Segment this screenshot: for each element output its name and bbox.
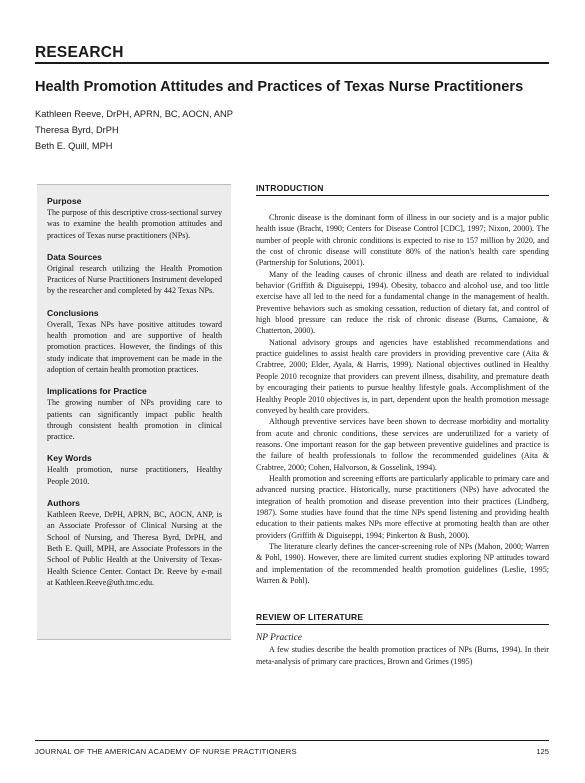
author-line: Kathleen Reeve, DrPH, APRN, BC, AOCN, ANP bbox=[35, 109, 233, 119]
article-title: Health Promotion Attitudes and Practices of Texas Nurse Practitioners bbox=[35, 79, 524, 95]
abstract-section-conclusions bbox=[47, 307, 222, 375]
subsection-heading: NP Practice bbox=[256, 633, 302, 644]
footer-divider bbox=[35, 740, 549, 741]
body-paragraph: The literature clearly defines the cancer-screening role of NPs (Mahon, 2000; Warren & Pohl, 1990). However, there are limited current studies exploring NP attitudes toward and implementation of the recommended health promotion guidelines (Leslie, 1995; Warren & Pohl). bbox=[256, 541, 549, 585]
abstract-section-implications bbox=[47, 385, 222, 442]
section-label: RESEARCH bbox=[35, 44, 124, 61]
abstract-section-key-words bbox=[47, 452, 222, 487]
page-number: 125 bbox=[536, 747, 549, 756]
abstract-heading: Data Sources bbox=[47, 251, 102, 262]
body-paragraph: A few studies describe the health promotion practices of NPs (Burns, 1994). In their meta-analysis of primary care practices, Brown and Grimes (1995) bbox=[256, 645, 549, 666]
abstract-sidebar bbox=[37, 184, 231, 640]
abstract-text: Original research utilizing the Health Promotion Practices of Nurse Practitioners Instrument developed by the researcher and completed by 442 Texas NPs. bbox=[47, 263, 222, 296]
abstract-section-authors bbox=[47, 497, 222, 588]
abstract-text: The purpose of this descriptive cross-sectional survey was to examine the health promotion attitudes and practices of Texas nurse practitioners (NPs). bbox=[47, 208, 222, 240]
abstract-section-data-sources bbox=[47, 251, 222, 297]
body-paragraph: Health promotion and screening efforts are particularly applicable to primary care and advanced nursing practice. Historically, nurse practitioners (NPs) have advocated the integration of health promotion and disease prevention into their practices (Lindberg, 1987). Some studies have found that the time NPs spend listening and providing health education to their patients makes NPs more effective at promoting health than are other providers (Griffith & Diguiseppi, 1994; Pinkerton & Bush, 2000). bbox=[256, 473, 549, 540]
abstract-heading: Implications for Practice bbox=[47, 386, 147, 397]
abstract-heading: Purpose bbox=[47, 196, 82, 206]
literature-review-heading: REVIEW OF LITERATURE bbox=[256, 612, 549, 625]
abstract-heading: Conclusions bbox=[47, 307, 99, 318]
body-paragraph: Although preventive services have been shown to decrease morbidity and mortality from acute and chronic conditions, these services are underutilized for a variety of reasons. One important reason for the gap between preventive guidelines and practice is the failure of health professionals to follow the recommended guidelines (Aita & Crabtree, 2000; Cohen, Halvorson, & Gosselink, 1994). bbox=[256, 417, 549, 472]
journal-name: JOURNAL OF THE AMERICAN ACADEMY OF NURSE PRACTITIONERS bbox=[35, 747, 297, 756]
abstract-heading: Authors bbox=[47, 498, 80, 509]
author-line: Theresa Byrd, DrPH bbox=[35, 125, 119, 135]
abstract-text: Overall, Texas NPs have positive attitudes toward health promotion and are supportive of health promotion practices. However, the findings of this study indicate that improvement can be made in the adoption of certain health promotion practices. bbox=[47, 319, 222, 374]
abstract-text: Health promotion, nurse practitioners, Healthy People 2010. bbox=[47, 465, 222, 486]
author-list bbox=[35, 106, 233, 154]
section-divider bbox=[35, 62, 549, 64]
abstract-heading: Key Words bbox=[47, 453, 92, 464]
introduction-heading: INTRODUCTION bbox=[256, 183, 549, 196]
abstract-text: The growing number of NPs providing care to patients can significantly impact public health through consistent health promotion in clinical practice. bbox=[47, 398, 222, 442]
abstract-text: Kathleen Reeve, DrPH, APRN, BC, AOCN, ANP, is an Associate Professor of Clinical Nursing at the School of Nursing, and Theresa Byrd, DrPH, and Beth E. Quill, MPH, are Associate Professors in the School of Public Health at the University of Texas- Health Science Center. Contact Dr. Reeve by e-mail at Kathleen.Reeve@uth.tmc.edu. bbox=[47, 510, 222, 587]
body-paragraph: Many of the leading causes of chronic illness and death are related to individual behavior (Griffith & Diguiseppi, 1994). Obesity, tobacco and alcohol use, and too little exercise have all led to the need for a fundamental change in the management of health. Preventive behaviors such as smoking cessation, reduction of dietary fat, and control of high blood pressure can reduce the risk of chronic disease (Burns, Camaione, & Chatterton, 2000). bbox=[256, 269, 549, 336]
body-paragraph: National advisory groups and agencies have established recommendations and practice guidelines to assist health care providers in providing preventive care (Aita & Crabtree, 2000; Elder, Ayala, & Harris, 1999). National objectives outlined in Healthy People 2010 recognize that providers can prevent illness, disability, and premature death by encouraging their patients to pursue healthy lifestyle goals. Accomplishment of the Healthy People 2010 objectives is, in part, dependent upon the health promotion message conveyed by health care providers. bbox=[256, 337, 549, 415]
body-paragraph: Chronic disease is the dominant form of illness in our society and is a major public health issue (Bracht, 1990; Centers for Disease Control [CDC], 1997; Nixon, 2000). The number of people with chronic conditions is expected to rise to 157 million by 2020, and the cost of chronic disease will constitute 80% of the nation's health care spending (Partnership for Solutions, 2001). bbox=[256, 213, 549, 268]
abstract-section-purpose bbox=[47, 195, 222, 241]
author-line: Beth E. Quill, MPH bbox=[35, 141, 113, 151]
article-body bbox=[256, 183, 549, 729]
